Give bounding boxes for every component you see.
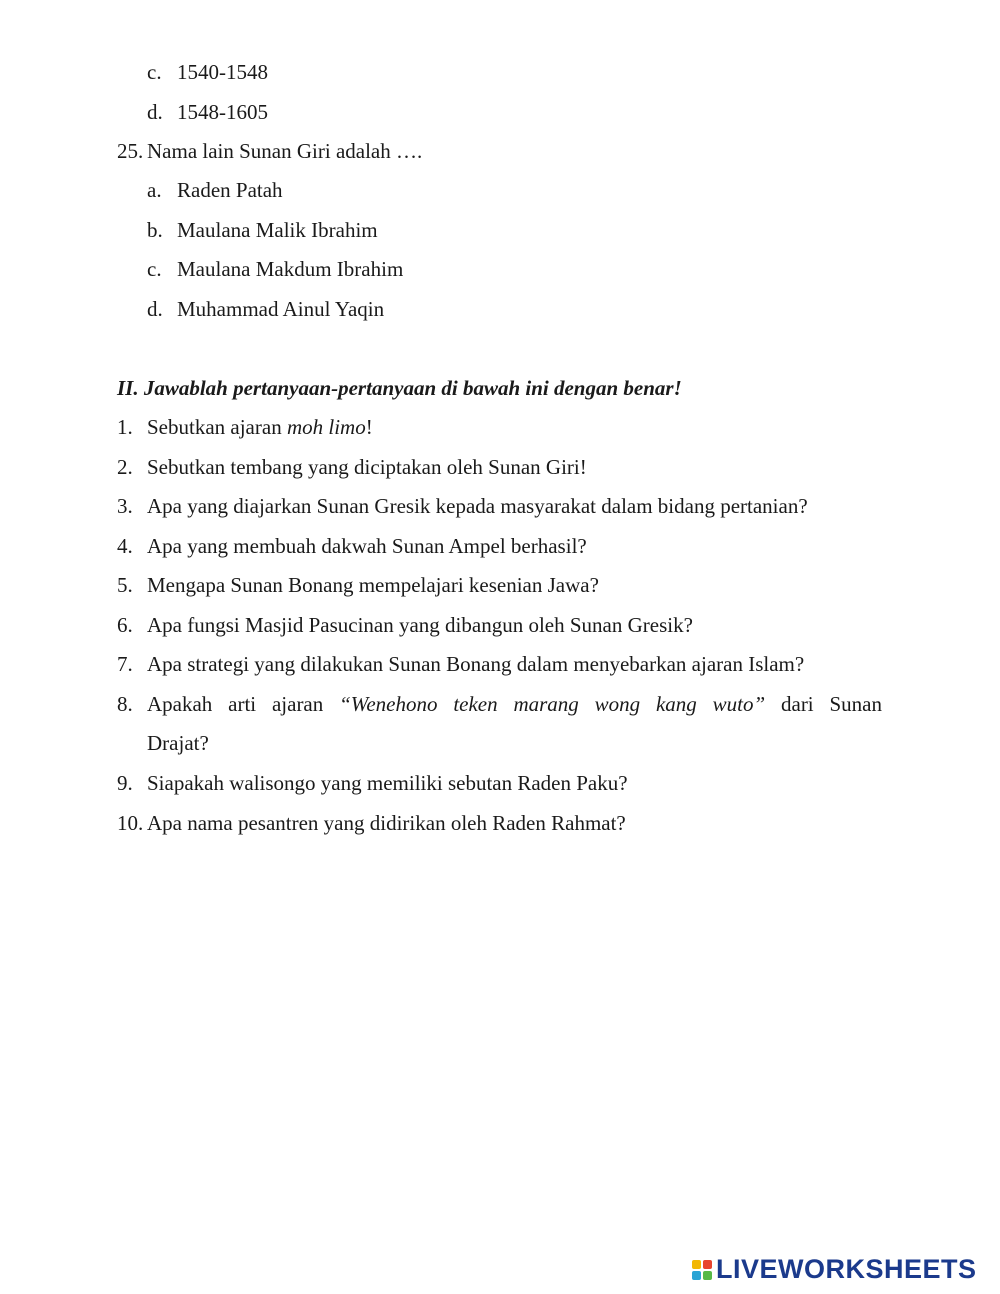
question-number: 9.: [117, 771, 133, 795]
question-text: Apa yang diajarkan Sunan Gresik kepada masyarakat dalam bidang pertanian?: [147, 494, 808, 518]
question-text: Apa nama pesantren yang didirikan oleh Raden Rahmat?: [147, 811, 626, 835]
logo-square: [703, 1260, 712, 1269]
option-letter: d.: [147, 100, 163, 124]
option-text: 1548-1605: [177, 100, 268, 124]
question-number: 4.: [117, 534, 133, 558]
question-text-pre: Sebutkan ajaran: [147, 415, 287, 439]
option-text: Maulana Malik Ibrahim: [177, 218, 378, 242]
option-text: Muhammad Ainul Yaqin: [177, 297, 385, 321]
question-text: Apa strategi yang dilakukan Sunan Bonang dalam menyebarkan ajaran Islam?: [147, 652, 805, 676]
question-text-pre: Apakah arti ajaran: [147, 692, 340, 716]
question-text: [147, 691, 882, 717]
option-text: 1540-1548: [177, 60, 268, 84]
question-number: 25.: [117, 139, 144, 163]
question-number: 3.: [117, 494, 133, 518]
option-letter: c.: [147, 257, 162, 281]
option-letter: c.: [147, 60, 162, 84]
question-text: Siapakah walisongo yang memiliki sebutan Raden Paku?: [147, 771, 628, 795]
question-text-post: !: [365, 415, 373, 439]
question-text-post: dari Sunan: [765, 692, 882, 716]
option-text: Maulana Makdum Ibrahim: [177, 257, 404, 281]
question-number: 7.: [117, 652, 133, 676]
question-number: 1.: [117, 415, 133, 439]
question-number: 8.: [117, 692, 133, 716]
question-text-italic: moh limo: [286, 415, 366, 439]
question-text-continuation: Drajat?: [147, 731, 209, 755]
question-text: Apa yang membuah dakwah Sunan Ampel berhasil?: [147, 534, 587, 558]
question-text: Nama lain Sunan Giri adalah ….: [147, 139, 423, 163]
question-text-italic: “Wenehono teken marang wong kang wuto”: [339, 692, 766, 716]
option-text: Raden Patah: [177, 178, 283, 202]
option-letter: d.: [147, 297, 163, 321]
option-letter: b.: [147, 218, 163, 242]
question-text: Apa fungsi Masjid Pasucinan yang dibangun oleh Sunan Gresik?: [147, 613, 693, 637]
question-text: Sebutkan tembang yang diciptakan oleh Sunan Giri!: [147, 455, 587, 479]
question-number: 6.: [117, 613, 133, 637]
section-heading-text: II. Jawablah pertanyaan-pertanyaan di bawah ini dengan benar!: [117, 376, 682, 400]
logo-text: LIVEWORKSHEETS: [716, 1254, 977, 1284]
question-number: 10.: [117, 811, 144, 835]
logo-square: [692, 1260, 701, 1269]
option-letter: a.: [147, 178, 162, 202]
question-number: 5.: [117, 573, 133, 597]
liveworksheets-logo-icon: [692, 1260, 712, 1280]
question-text: Mengapa Sunan Bonang mempelajari kesenian Jawa?: [147, 573, 599, 597]
liveworksheets-logo: [692, 1254, 977, 1285]
question-text: [147, 414, 373, 440]
logo-square: [692, 1271, 701, 1280]
question-number: 2.: [117, 455, 133, 479]
logo-square: [703, 1271, 712, 1280]
